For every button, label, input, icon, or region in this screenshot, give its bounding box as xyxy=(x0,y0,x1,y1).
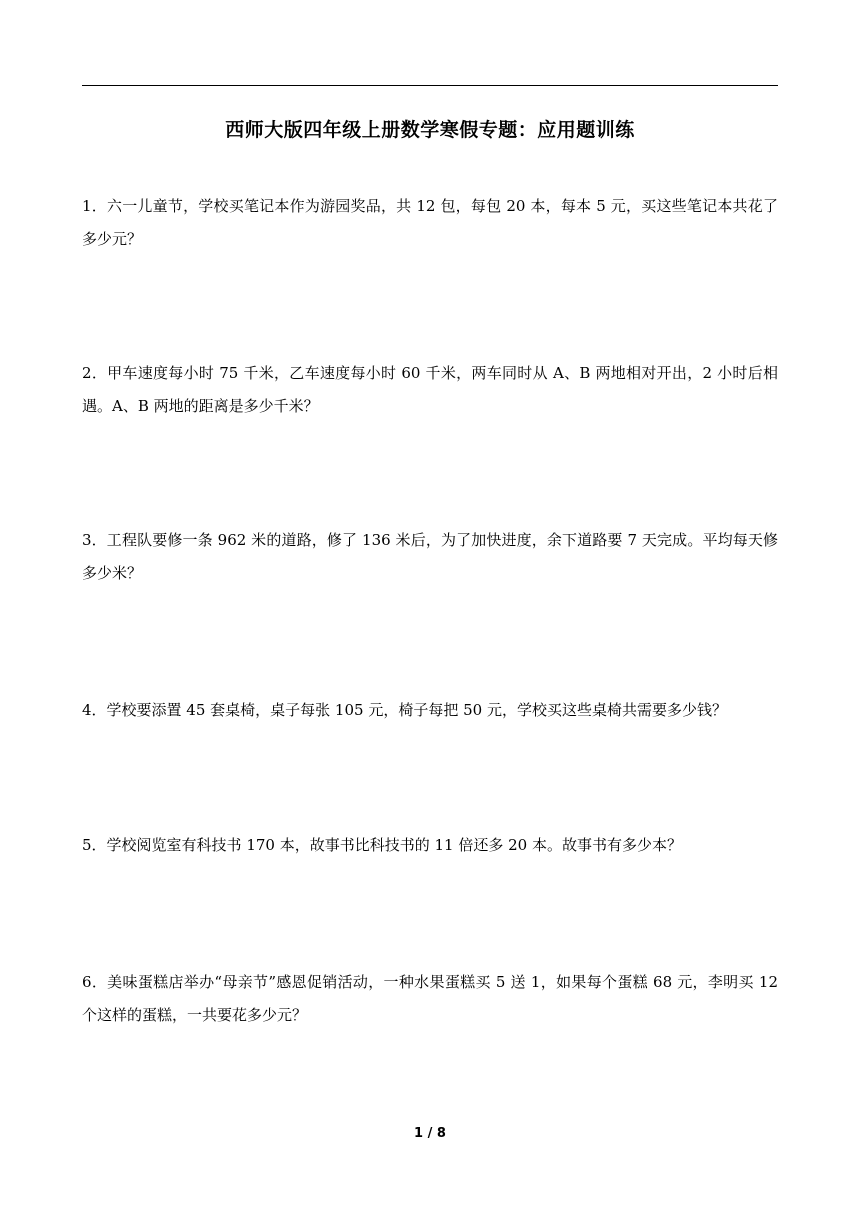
question-2: 2．甲车速度每小时 75 千米，乙车速度每小时 60 千米，两车同时从 A、B 两地相对开出，2 小时后相遇。A、B 两地的距离是多少千米？ xyxy=(82,364,778,415)
question-6: 6．美味蛋糕店举办“母亲节”感恩促销活动，一种水果蛋糕买 5 送 1，如果每个蛋糕 68 元，李明买 12 个这样的蛋糕，一共要花多少元？ xyxy=(82,973,778,1024)
header-rule xyxy=(82,85,778,86)
question-4: 4．学校要添置 45 套桌椅，桌子每张 105 元，椅子每把 50 元，学校买这些桌椅共需要多少钱？ xyxy=(82,701,727,719)
question-3: 3．工程队要修一条 962 米的道路，修了 136 米后，为了加快进度，余下道路要 7 天完成。平均每天修多少米？ xyxy=(82,531,778,582)
page-number: 1 / 8 xyxy=(414,1126,446,1141)
page-title: 西师大版四年级上册数学寒假专题：应用题训练 xyxy=(225,119,635,141)
question-5: 5．学校阅览室有科技书 170 本，故事书比科技书的 11 倍还多 20 本。故事书有多少本？ xyxy=(82,836,682,854)
question-1: 1．六一儿童节，学校买笔记本作为游园奖品，共 12 包，每包 20 本，每本 5 元，买这些笔记本共花了多少元？ xyxy=(82,197,778,248)
